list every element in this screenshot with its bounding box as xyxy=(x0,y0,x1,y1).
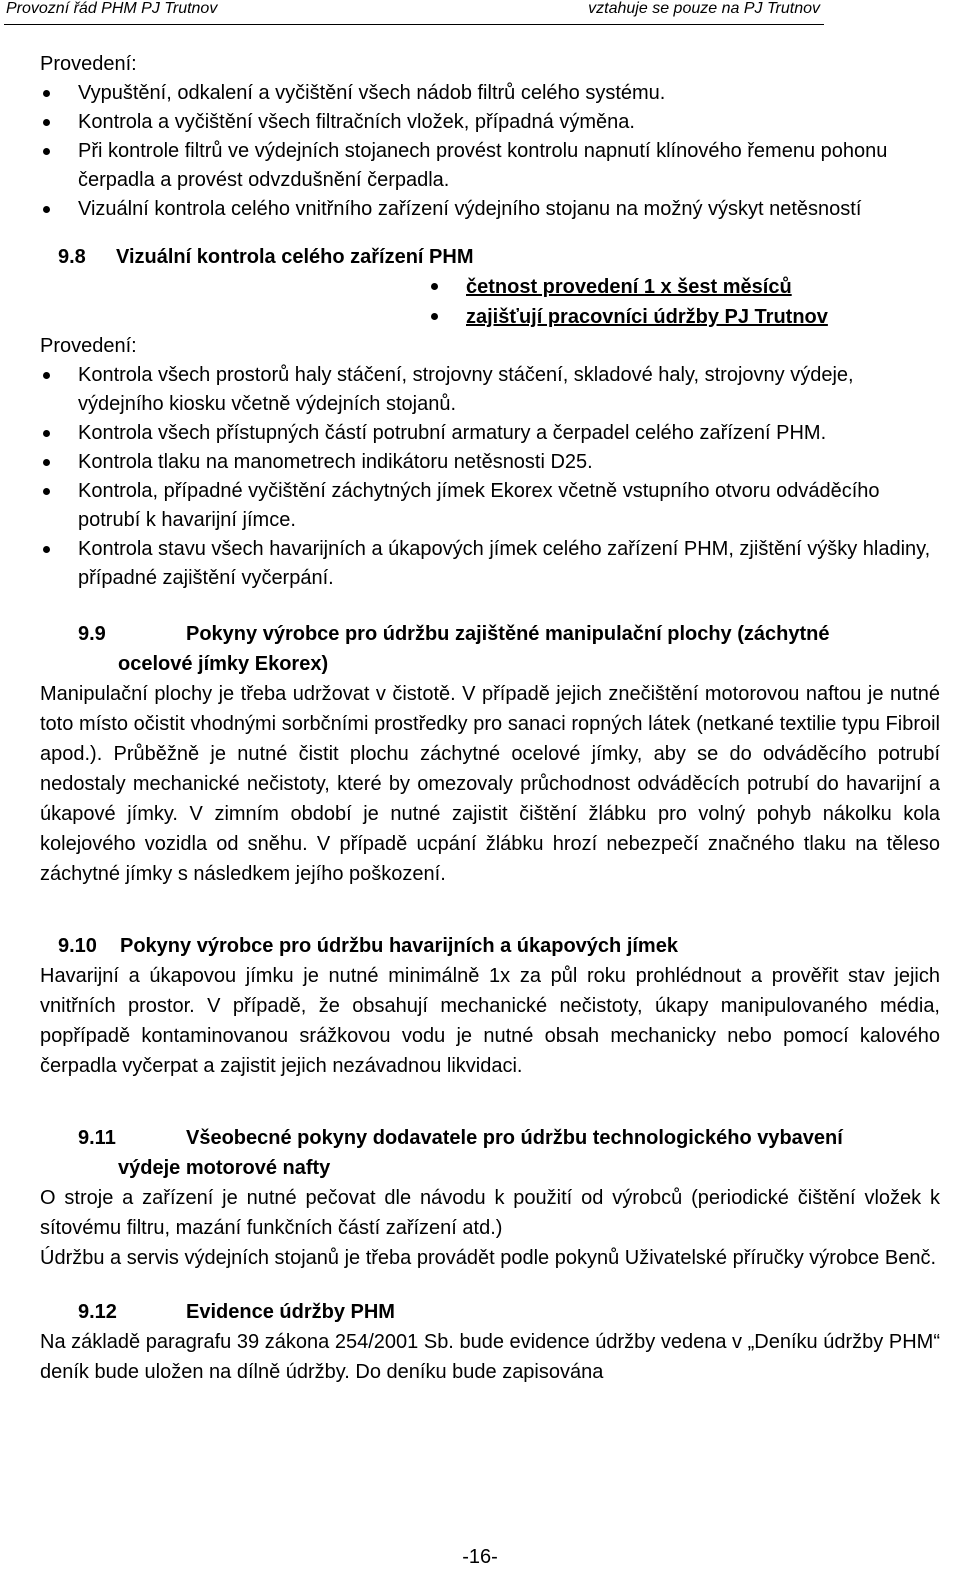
section-number: 9.12 xyxy=(78,1301,117,1323)
header-scope-note: vztahuje se pouze na PJ Trutnov xyxy=(588,0,820,17)
section-number: 9.10 xyxy=(58,935,97,957)
section-title-line2: ocelové jímky Ekorex) xyxy=(118,653,329,675)
header-rule xyxy=(4,24,824,25)
section-9-11-text-2: Údržbu a servis výdejních stojanů je třeba provádět podle pokynů Uživatelské příručky výrobce Benč. xyxy=(40,1247,937,1269)
responsible-note: zajišťují pracovníci údržby PJ Trutnov xyxy=(428,302,940,332)
page-content xyxy=(40,50,940,1387)
section-title: Pokyny výrobce pro údržbu havarijních a úkapových jímek xyxy=(120,935,678,957)
section-9-12-heading xyxy=(40,1297,940,1327)
section-9-12-text: Na základě paragrafu 39 zákona 254/2001 Sb. bude evidence údržby vedena v „Deníku údržby PHM“ deník bude uložen na dílně údržby. Do deníku bude zapisována xyxy=(40,1331,940,1383)
frequency-note: četnost provedení 1 x šest měsíců xyxy=(428,272,940,302)
section-title-line1: Všeobecné pokyny dodavatele pro údržbu technologického vybavení xyxy=(186,1127,843,1149)
section-9-9-heading xyxy=(40,619,940,679)
section-title: Vizuální kontrola celého zařízení PHM xyxy=(116,246,474,268)
block1-label: Provedení: xyxy=(40,53,137,75)
section-9-8-heading xyxy=(40,242,940,272)
section-title: Evidence údržby PHM xyxy=(186,1301,395,1323)
page-number: -16- xyxy=(462,1546,498,1568)
section-9-9-text: Manipulační plochy je třeba udržovat v čistotě. V případě jejich znečištění motorovou naftou je nutné toto místo očistit vhodnými sorbčními prostředky pro sanaci ropných látek (netkané textilie typu Fibroil apod.). Průběžně je nutné čistit plochu záchytné ocelové jímky, aby se do odváděcího potrubí nedostaly mechanické nečistoty, které by omezovaly průchodnost odváděcích potrubí do havarijní a úkapové jímky. V zimním období je nutné zajistit čištění žlábku pro volný pohyb nákolku kola kolejového vozidla od sněhu. V případě ucpání žlábku hrozí nebezpečí značného tlaku na těleso záchytné jímky s následkem jejího poškození. xyxy=(40,683,940,885)
list-item: Při kontrole filtrů ve výdejních stojanech provést kontrolu napnutí klínového řemenu pohonu čerpadla a provést odvzdušnění čerpadla. xyxy=(40,137,940,195)
list-item: Kontrola všech prostorů haly stáčení, strojovny stáčení, skladové haly, strojovny výdeje, výdejního kiosku včetně výdejních stojanů. xyxy=(40,361,940,419)
section-9-10-heading xyxy=(40,931,940,961)
section-9-11-text-1: O stroje a zařízení je nutné pečovat dle návodu k použití od výrobců (periodické čištění vložek k sítovému filtru, mazání funkčních částí zařízení atd.) xyxy=(40,1187,940,1239)
section-9-8-label: Provedení: xyxy=(40,335,137,357)
list-item: Kontrola tlaku na manometrech indikátoru netěsnosti D25. xyxy=(40,448,940,477)
list-item: Kontrola všech přístupných částí potrubní armatury a čerpadel celého zařízení PHM. xyxy=(40,419,940,448)
section-9-11-heading xyxy=(40,1123,940,1183)
section-number: 9.8 xyxy=(58,246,86,268)
list-item: Kontrola, případné vyčištění záchytných jímek Ekorex včetně vstupního otvoru odváděcího potrubí k havarijní jímce. xyxy=(40,477,940,535)
block1-list xyxy=(40,79,940,224)
section-9-10-text: Havarijní a úkapovou jímku je nutné minimálně 1x za půl roku prohlédnout a prověřit stav jejich vnitřních prostor. V případě, že obsahují mechanické nečistoty, úkapy manipulovaného média, popřípadě kontaminovanou srážkovou vodu je nutné obsah mechanicky nebo pomocí kalového čerpadla vyčerpat a zajistit jejich nezávadnou likvidaci. xyxy=(40,965,940,1077)
section-number: 9.9 xyxy=(78,623,106,645)
section-9-8-meta xyxy=(40,272,940,332)
list-item: Vizuální kontrola celého vnitřního zařízení výdejního stojanu na možný výskyt netěsností xyxy=(40,195,940,224)
section-title-line1: Pokyny výrobce pro údržbu zajištěné manipulační plochy (záchytné xyxy=(186,623,830,645)
section-number: 9.11 xyxy=(78,1127,116,1149)
section-9-8-list xyxy=(40,361,940,593)
header-document-title: Provozní řád PHM PJ Trutnov xyxy=(6,0,218,17)
list-item: Kontrola a vyčištění všech filtračních vložek, případná výměna. xyxy=(40,108,940,137)
section-title-line2: výdeje motorové nafty xyxy=(118,1157,331,1179)
list-item: Vypuštění, odkalení a vyčištění všech nádob filtrů celého systému. xyxy=(40,79,940,108)
list-item: Kontrola stavu všech havarijních a úkapových jímek celého zařízení PHM, zjištění výšky hladiny, případné zajištění vyčerpání. xyxy=(40,535,940,593)
